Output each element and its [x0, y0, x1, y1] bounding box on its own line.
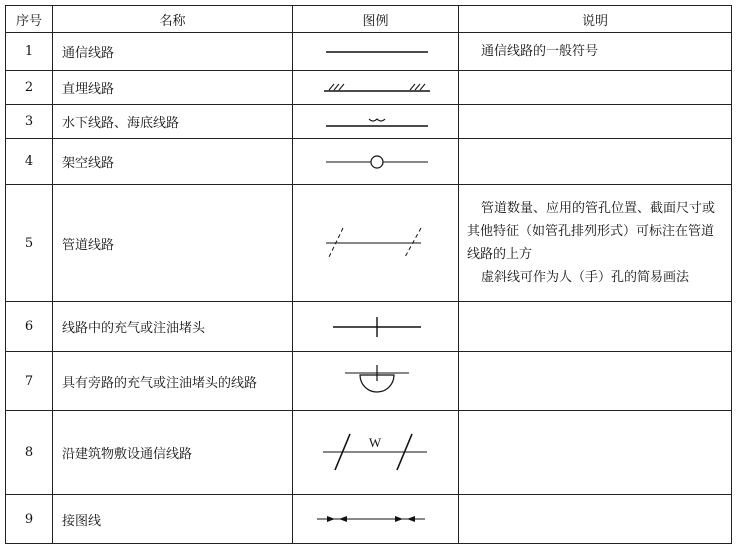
row-desc: [459, 352, 732, 411]
row-number: 8: [6, 411, 53, 495]
row-number: 9: [6, 495, 53, 544]
bypass-plug-symbol: [293, 363, 459, 399]
row-desc: [459, 495, 732, 544]
row-name: 直埋线路: [53, 71, 293, 105]
communication-line-symbol: [293, 42, 459, 62]
row-name: 接图线: [53, 495, 293, 544]
row-name: 水下线路、海底线路: [53, 105, 293, 139]
header-no: 序号: [6, 6, 53, 33]
buried-line-symbol: [293, 78, 459, 98]
connection-line-symbol: [293, 509, 459, 529]
symbol-table: [5, 5, 732, 544]
row-desc: [459, 105, 732, 139]
overhead-line-symbol: [293, 150, 459, 174]
table-row: [6, 302, 732, 352]
table-row: [6, 185, 732, 302]
gas-oil-plug-symbol: [293, 314, 459, 340]
table-row: [6, 352, 732, 411]
row-desc: [459, 302, 732, 352]
header-desc: 说明: [459, 6, 732, 33]
table-row: [6, 71, 732, 105]
row-number: 7: [6, 352, 53, 411]
header-symbol: 图例: [293, 6, 459, 33]
row-desc: 通信线路的一般符号: [459, 33, 732, 71]
row-desc: [459, 139, 732, 185]
duct-line-symbol: [293, 223, 459, 263]
row-name: 架空线路: [53, 139, 293, 185]
row-desc: [459, 411, 732, 495]
table-row: [6, 105, 732, 139]
row-name: 沿建筑物敷设通信线路: [53, 411, 293, 495]
underwater-line-symbol: [293, 111, 459, 133]
table-row: [6, 139, 732, 185]
row-number: 2: [6, 71, 53, 105]
row-desc: [459, 71, 732, 105]
row-number: 3: [6, 105, 53, 139]
table-row: [6, 495, 732, 544]
row-number: 1: [6, 33, 53, 71]
row-name: 管道线路: [53, 185, 293, 302]
symbol-label-w: W: [368, 434, 382, 450]
row-number: 4: [6, 139, 53, 185]
row-name: 线路中的充气或注油堵头: [53, 302, 293, 352]
table-row: [6, 411, 732, 495]
table-row: [6, 33, 732, 71]
row-name: 具有旁路的充气或注油堵头的线路: [53, 352, 293, 411]
row-number: 6: [6, 302, 53, 352]
header-row: [6, 6, 732, 33]
along-building-line-symbol: [293, 428, 459, 478]
header-name: 名称: [53, 6, 293, 33]
row-desc: 管道数量、应用的管孔位置、截面尺寸或其他特征（如管孔排列形式）可标注在管道线路的上方 虚斜线可作为人（手）孔的简易画法: [459, 185, 732, 302]
row-name: 通信线路: [53, 33, 293, 71]
row-number: 5: [6, 185, 53, 302]
